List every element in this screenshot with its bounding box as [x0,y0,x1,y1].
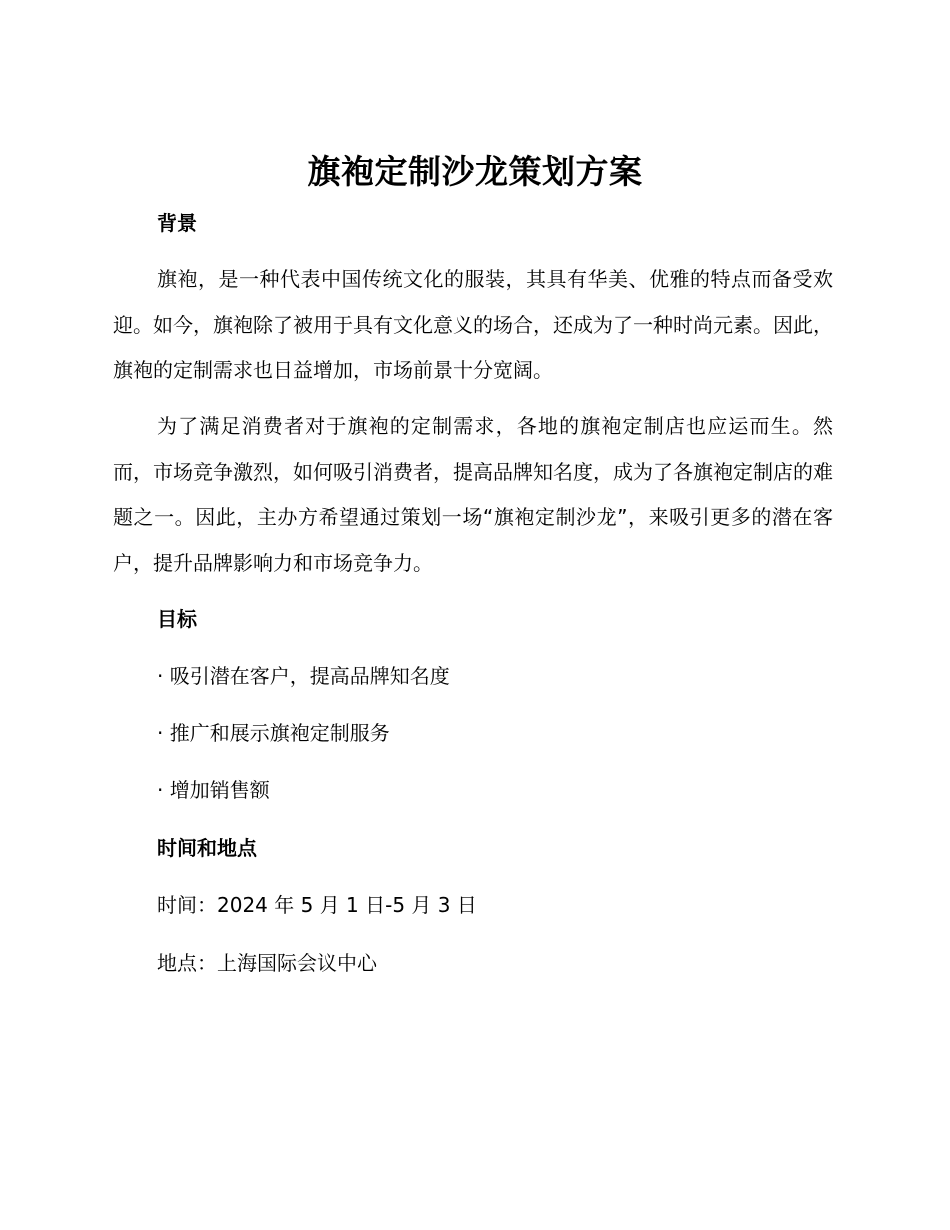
document-title: 旗袍定制沙龙策划方案 [307,152,643,191]
goal-list-item: · 增加销售额 [157,778,270,802]
background-paragraph-2: 为了满足消费者对于旗袍的定制需求，各地的旗袍定制店也应运而生。然而，市场竞争激烈，如何吸引消费者，提高品牌知名度，成为了各旗袍定制店的难题之一。因此，主办方希望通过策划一场“旗袍定制沙龙”，来吸引更多的潜在客户，提升品牌影响力和市场竞争力。 [113,414,833,575]
goal-list-item: · 吸引潜在客户，提高品牌知名度 [157,664,450,688]
goal-list-item: · 推广和展示旗袍定制服务 [157,721,390,745]
section-heading-time-place: 时间和地点 [157,836,257,860]
event-time: 时间：2024 年 5 月 1 日-5 月 3 日 [157,893,477,917]
event-place: 地点：上海国际会议中心 [157,951,377,975]
section-heading-goals: 目标 [157,607,197,631]
section-heading-background: 背景 [157,211,197,235]
background-paragraph-1: 旗袍，是一种代表中国传统文化的服装，其具有华美、优雅的特点而备受欢迎。如今，旗袍除了被用于具有文化意义的场合，还成为了一种时尚元素。因此，旗袍的定制需求也日益增加，市场前景十分宽阔。 [113,267,833,382]
